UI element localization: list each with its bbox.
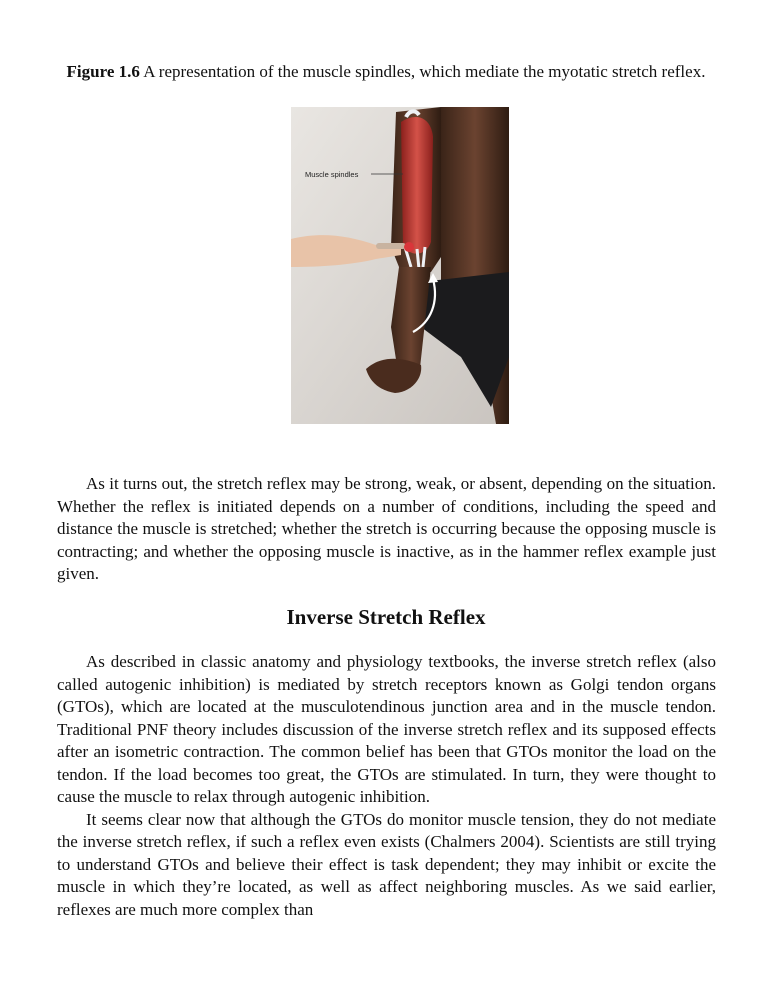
section-heading: Inverse Stretch Reflex bbox=[286, 605, 486, 629]
section-body bbox=[57, 651, 716, 921]
figure-label: Figure 1.6 bbox=[66, 62, 140, 81]
paragraph: It seems clear now that although the GTOs do monitor muscle tension, they do not mediate the inverse stretch reflex, if such a reflex even exists (Chalmers 2004). Scientists are still trying to understand GTOs and believe their effect is task dependent; they may inhibit or excite the muscle in which they’re located, as well as affect neighboring muscles. As we said earlier, reflexes are much more complex than bbox=[57, 809, 716, 919]
paragraph: As it turns out, the stretch reflex may be strong, weak, or absent, depending on the situation. Whether the reflex is initiated depends on a number of conditions, including the speed and distance the muscle is stretched; whether the stretch is occurring because the opposing muscle is contracting; and whether the opposing muscle is inactive, as in the hammer reflex example just given. bbox=[57, 474, 716, 583]
muscle-spindle-illustration bbox=[291, 107, 509, 424]
figure-caption-text: A representation of the muscle spindles, which mediate the myotatic stretch reflex. bbox=[143, 62, 706, 81]
paragraph: As described in classic anatomy and physiology textbooks, the inverse stretch reflex (also called autogenic inhibition) is mediated by stretch receptors known as Golgi tendon organs (GTOs), which are located at the musculotendinous junction area and in the muscle tendon. Traditional PNF theory includes discussion of the inverse stretch reflex and its supposed effects after an isometric contraction. The common belief has been that GTOs monitor the load on the tendon. If the load becomes too great, the GTOs are stimulated. In turn, they were thought to cause the muscle to relax through autogenic inhibition. bbox=[57, 652, 716, 806]
muscle-spindles-label: Muscle spindles bbox=[305, 170, 359, 179]
intro-body bbox=[57, 473, 716, 586]
figure-caption bbox=[40, 62, 732, 82]
